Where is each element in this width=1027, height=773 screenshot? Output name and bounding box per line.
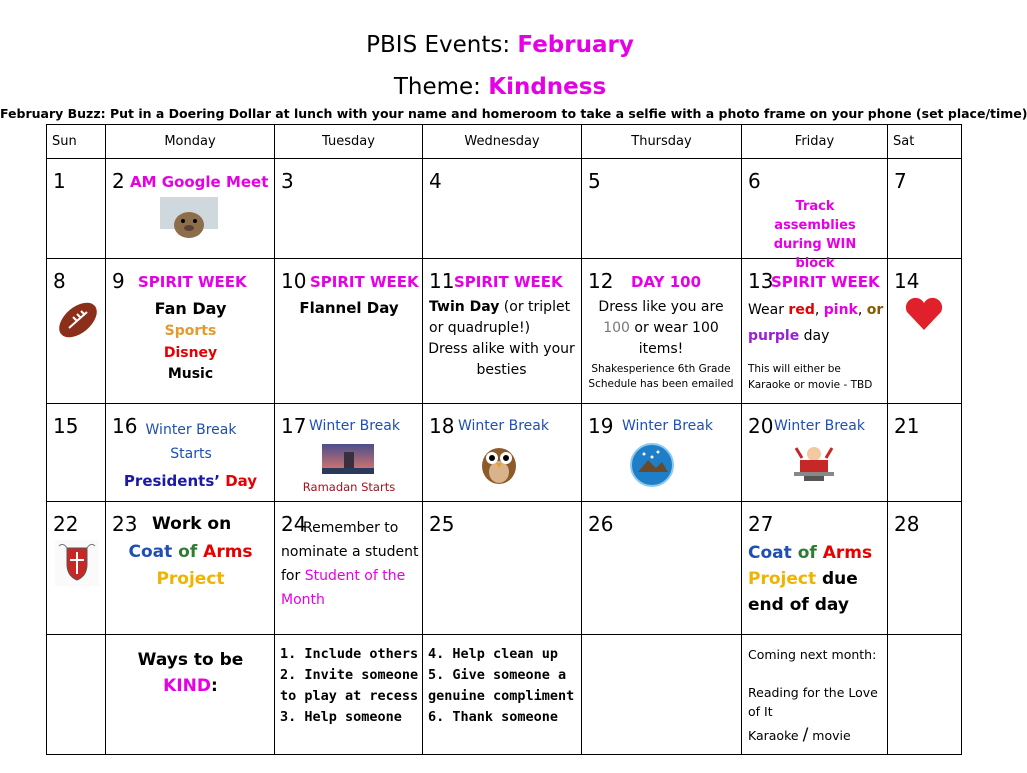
day-cell [275,159,423,259]
theme-line [0,74,1000,100]
event-label: AM Google Meet [130,173,269,191]
title-month: February [517,32,634,58]
header-thu: Thursday [582,125,742,159]
week-row [47,259,962,404]
day-number: 4 [429,169,442,193]
event-note: Ramadan Starts [302,480,396,494]
event-note: This will either be Karaoke or movie - TBD [748,363,873,391]
spirit-week-label: SPIRIT WEEK [454,273,563,291]
buzz-note: February Buzz: Put in a Doering Dollar at lunch with your name and homeroom to take a selfie with a photo frame on your phone (set place/time) [0,106,1027,121]
header-wed: Wednesday [423,125,582,159]
day-number: 13 [748,269,774,293]
day-number: 25 [429,512,455,536]
day-cell [742,159,888,271]
next-word: Karaoke [748,728,799,743]
football-icon [55,297,101,343]
day-cell [582,259,742,404]
day-number: 11 [429,269,455,293]
event-detail: day [799,328,830,344]
label-word: of [178,542,198,562]
event-detail: (or triplet or quadruple!) [429,299,571,336]
event-detail: Dress like you are [598,299,724,315]
ways-list-cell [275,635,423,755]
event-text [748,540,886,618]
day-cell [47,404,106,502]
next-month-item: Reading for the Love of It [748,685,878,719]
theme-value: Kindness [488,74,607,100]
list-item: 3. Help someone [280,709,402,725]
day-number: 8 [53,269,66,293]
event-title: Work on [152,514,232,534]
day-number: 16 [112,414,138,438]
header-sun: Sun [47,125,106,159]
day-cell [582,502,742,635]
day-number: 23 [112,512,138,536]
day-cell [106,159,275,259]
header-fri: Friday [742,125,888,159]
ways-text: Ways to be [137,650,244,670]
day-cell [423,259,582,404]
event-line: Sports [164,323,217,339]
list-item: 6. Thank someone [428,709,559,725]
day-cell [47,259,106,404]
event-detail: Remember to nominate a student for [281,520,419,584]
day-cell [275,259,423,404]
day-number: 6 [748,169,761,193]
coat-of-arms-label [106,542,275,562]
week-row [47,502,962,635]
color-purple: purple [748,328,800,344]
spirit-week-label: SPIRIT WEEK [771,273,880,291]
desk-person-icon [792,444,836,482]
day-number: 9 [112,269,125,293]
day-number: 28 [894,512,920,536]
next-month-block [748,645,886,745]
day-number: 18 [429,414,455,438]
header-mon: Monday [106,125,275,159]
day-number: 7 [894,169,907,193]
ways-list [428,644,580,728]
header-tue: Tuesday [275,125,423,159]
coat-of-arms-icon [55,540,99,586]
event-text [281,516,419,612]
day-number: 26 [588,512,614,536]
event-detail: Dress alike with your besties [428,341,575,378]
event-detail: or [866,302,884,318]
page-title [0,32,1000,58]
day-cell [423,404,582,502]
ways-cell [106,635,275,755]
next-month-item [748,726,886,745]
event-title: Fan Day [154,299,227,318]
holiday-label [106,472,275,490]
event-label: Winter Break Starts [145,422,237,462]
holiday-word: Presidents’ [123,472,220,490]
next-month-cell [742,635,888,755]
list-item: 4. Help clean up [428,646,559,662]
label-word: Arms [822,543,873,563]
event-detail: Wear [748,302,789,318]
day-cell [275,404,423,502]
day-number: 14 [894,269,920,293]
day-number: 21 [894,414,920,438]
label-word: Project [748,569,817,589]
event-detail: or wear 100 items! [629,320,719,357]
color-pink: pink [823,302,858,318]
label-word: Coat [748,543,792,563]
label-word: Arms [203,542,253,562]
snow-globe-icon [628,442,676,488]
next-word: movie [812,728,851,743]
day-cell [888,259,962,404]
day-number: 24 [281,512,307,536]
day-cell [275,502,423,635]
day-number: 5 [588,169,601,193]
calendar-grid [46,124,962,755]
day-cell [106,259,275,404]
day-cell [742,502,888,635]
spirit-week-label: SPIRIT WEEK [310,273,419,291]
day-cell [423,159,582,259]
list-item: 1. Include others [280,646,419,662]
day-cell [888,159,962,259]
day-number: 17 [281,414,307,438]
day-cell [47,159,106,259]
event-label: Winter Break [458,418,549,434]
header-sat: Sat [888,125,962,159]
day-cell [47,502,106,635]
ways-list [280,644,420,728]
day-number: 22 [53,512,79,536]
theme-prefix: Theme: [393,74,481,100]
label-word: Coat [128,542,173,562]
day-number: 12 [588,269,614,293]
event-text [429,297,579,339]
day-number: 10 [281,269,307,293]
next-slash: / [802,725,809,745]
ramadan-image-icon [322,444,374,474]
label-word: Project [156,569,225,589]
day-cell [106,404,275,502]
event-label: Winter Break [622,418,713,434]
day-number: 15 [53,414,79,438]
event-label: Winter Break [774,418,865,434]
event-label: Winter Break [309,418,400,434]
day-cell [888,404,962,502]
day-number: 27 [748,512,774,536]
day-cell [582,159,742,259]
weekday-header-row [47,125,962,159]
day-cell [742,259,888,404]
ways-colon: : [211,676,218,696]
event-title: Flannel Day [299,299,399,317]
empty-cell [888,635,962,755]
event-line: Disney [163,345,218,361]
day-number: 20 [748,414,774,438]
owl-icon [479,442,519,486]
footer-row [47,635,962,755]
list-item: 2. Invite someone to play at recess [280,667,419,704]
spirit-week-label: SPIRIT WEEK [138,273,247,291]
groundhog-icon [160,197,218,241]
week-row [47,404,962,502]
day-number: 1 [53,169,66,193]
list-item: 5. Give someone a genuine compliment [428,667,575,704]
ways-list-cell [423,635,582,755]
day-cell [106,502,275,635]
event-detail: due end of day [748,569,858,615]
event-title: Twin Day [429,299,500,315]
day-number: 3 [281,169,294,193]
empty-cell [582,635,742,755]
day-cell [888,502,962,635]
next-month-title: Coming next month: [748,647,877,662]
day-cell [742,404,888,502]
day-100-label: DAY 100 [631,273,702,291]
award-label: Student of the Month [281,568,406,608]
holiday-word: Day [225,472,258,490]
kind-word: KIND [163,676,212,696]
event-text [588,297,734,360]
title-prefix: PBIS Events: [366,32,511,58]
day-cell [423,502,582,635]
event-note: Shakesperience 6th Grade Schedule has been emailed [588,363,734,390]
event-label: Track assemblies during WIN block [773,199,857,271]
event-text: Wear red, pink, or purple day [748,302,884,344]
day-number: 2 [112,169,125,193]
color-red: red [788,302,815,318]
heart-icon [904,296,944,332]
ways-heading [106,647,275,699]
event-line: Music [167,366,214,382]
day-cell [582,404,742,502]
empty-cell [47,635,106,755]
event-number: 100 [603,320,630,336]
label-word: of [797,543,817,563]
week-row [47,159,962,259]
day-number: 19 [588,414,614,438]
